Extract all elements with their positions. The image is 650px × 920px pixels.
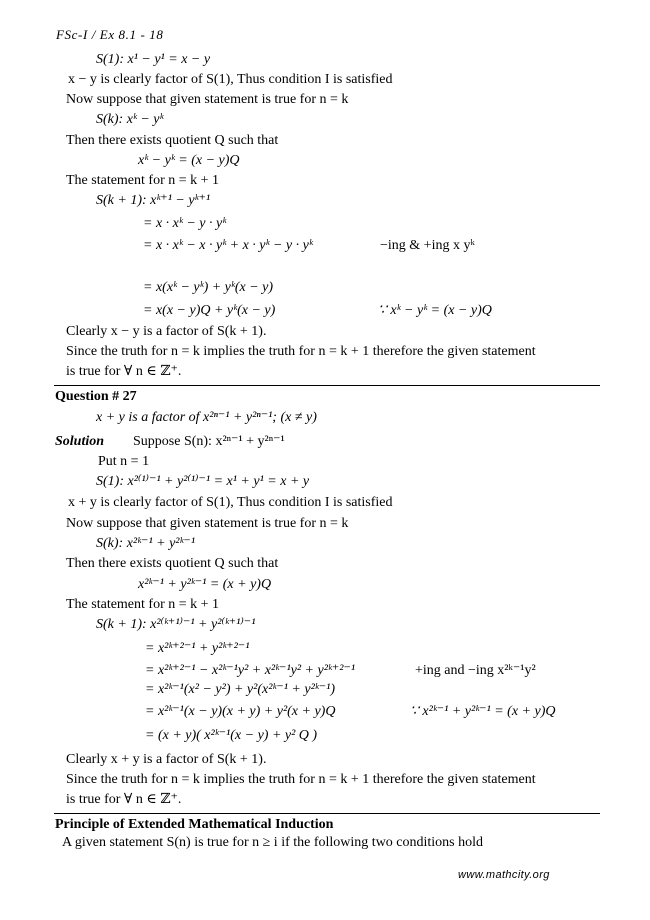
math-note: +ing and −ing x²ᵏ⁻¹y² <box>415 663 536 678</box>
question-title: Question # 27 <box>55 389 137 404</box>
text-line: The statement for n = k + 1 <box>66 173 220 188</box>
text-line: x − y is clearly factor of S(1), Thus condition I is satisfied <box>68 72 393 87</box>
math-line: = x²ᵏ⁺²⁻¹ + y²ᵏ⁺²⁻¹ <box>145 641 250 656</box>
math-line: S(k): x²ᵏ⁻¹ + y²ᵏ⁻¹ <box>96 536 196 551</box>
math-line: xᵏ − yᵏ = (x − y)Q <box>138 153 240 168</box>
math-note: ∵ xᵏ − yᵏ = (x − y)Q <box>378 303 492 318</box>
solution-label: Solution <box>55 434 105 449</box>
math-line: S(1): x²⁽¹⁾⁻¹ + y²⁽¹⁾⁻¹ = x¹ + y¹ = x + y <box>96 474 310 489</box>
math-line: x²ᵏ⁻¹ + y²ᵏ⁻¹ = (x + y)Q <box>138 577 272 592</box>
section-divider <box>54 385 600 386</box>
page-header: FSc-I / Ex 8.1 - 18 <box>56 27 164 42</box>
math-line: = x²ᵏ⁺²⁻¹ − x²ᵏ⁻¹y² + x²ᵏ⁻¹y² + y²ᵏ⁺²⁻¹ <box>145 663 356 678</box>
text-line: is true for ∀ n ∈ ℤ⁺. <box>66 364 182 379</box>
text-line: Clearly x − y is a factor of S(k + 1). <box>66 324 267 339</box>
text-line: Since the truth for n = k implies the truth for n = k + 1 therefore the given statement <box>66 344 536 359</box>
text-line: A given statement S(n) is true for n ≥ i if the following two conditions hold <box>62 835 484 850</box>
text-line: Then there exists quotient Q such that <box>66 133 279 148</box>
text-line: The statement for n = k + 1 <box>66 597 220 612</box>
math-line: S(k + 1): xᵏ⁺¹ − yᵏ⁺¹ <box>96 193 211 208</box>
section-divider <box>54 813 600 814</box>
footer-url[interactable]: www.mathcity.org <box>458 869 550 881</box>
text-line: Since the truth for n = k implies the truth for n = k + 1 therefore the given statement <box>66 772 536 787</box>
math-line: S(k + 1): x²⁽ᵏ⁺¹⁾⁻¹ + y²⁽ᵏ⁺¹⁾⁻¹ <box>96 617 256 632</box>
text-line: Now suppose that given statement is true for n = k <box>66 92 349 107</box>
math-note: −ing & +ing x yᵏ <box>380 238 475 253</box>
text-line: Then there exists quotient Q such that <box>66 556 279 571</box>
text-line: Clearly x + y is a factor of S(k + 1). <box>66 752 267 767</box>
math-line: = x²ᵏ⁻¹(x² − y²) + y²(x²ᵏ⁻¹ + y²ᵏ⁻¹) <box>145 682 335 697</box>
math-line: = x · xᵏ − x · yᵏ + x · yᵏ − y · yᵏ <box>143 238 313 253</box>
text-line: Now suppose that given statement is true for n = k <box>66 516 349 531</box>
text-line: x + y is clearly factor of S(1), Thus condition I is satisfied <box>68 495 393 510</box>
question-statement: x + y is a factor of x²ⁿ⁻¹ + y²ⁿ⁻¹; (x ≠ y) <box>96 410 317 425</box>
math-line: S(k): xᵏ − yᵏ <box>96 112 164 127</box>
math-line: Suppose S(n): x²ⁿ⁻¹ + y²ⁿ⁻¹ <box>133 434 285 449</box>
math-line: = x²ᵏ⁻¹(x − y)(x + y) + y²(x + y)Q <box>145 704 336 719</box>
math-line: = x(x − y)Q + yᵏ(x − y) <box>143 303 276 318</box>
math-note: ∵ x²ᵏ⁻¹ + y²ᵏ⁻¹ = (x + y)Q <box>410 704 556 719</box>
section-title: Principle of Extended Mathematical Induction <box>55 817 334 832</box>
text-line: is true for ∀ n ∈ ℤ⁺. <box>66 792 182 807</box>
math-line: = x(xᵏ − yᵏ) + yᵏ(x − y) <box>143 280 274 295</box>
math-line: = (x + y)( x²ᵏ⁻¹(x − y) + y² Q ) <box>145 728 318 743</box>
math-line: S(1): x¹ − y¹ = x − y <box>96 52 211 67</box>
text-line: Put n = 1 <box>98 454 150 469</box>
math-line: = x · xᵏ − y · yᵏ <box>143 216 227 231</box>
